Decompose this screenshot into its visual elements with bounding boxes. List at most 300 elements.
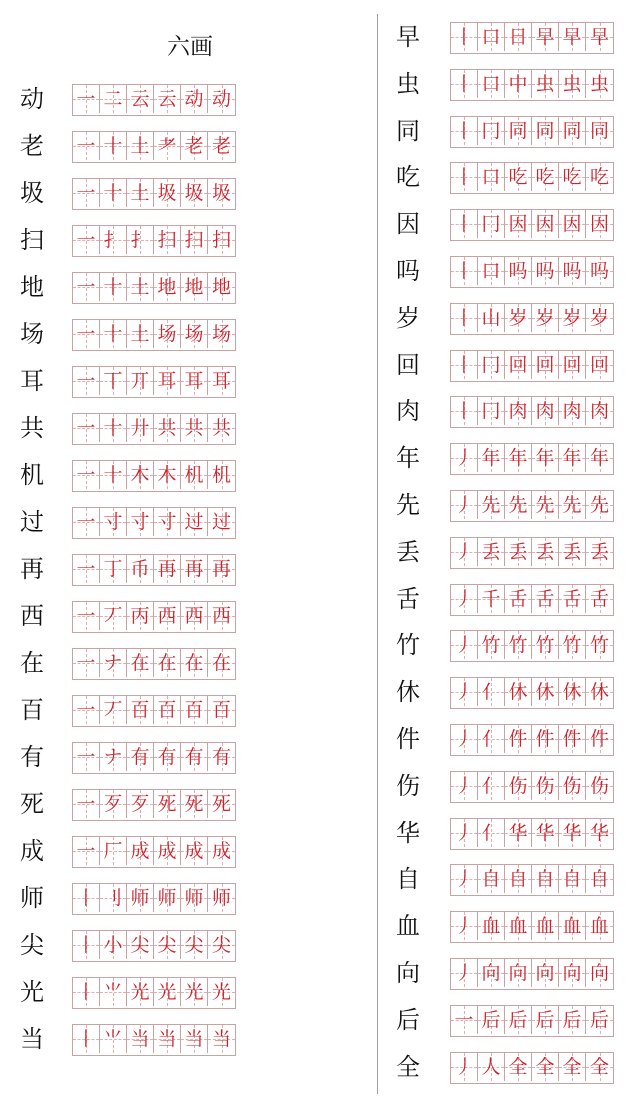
stroke-step-cell — [181, 978, 208, 1006]
stroke-step-cell — [451, 538, 478, 566]
stroke-order-grid — [450, 864, 614, 896]
stroke-order-grid — [72, 742, 236, 774]
stroke-step-cell — [559, 23, 586, 51]
stroke-step-glyph: 全 — [508, 1055, 528, 1078]
stroke-step-cell — [154, 367, 181, 395]
stroke-step-cell — [451, 351, 478, 379]
stroke-step-glyph: 死 — [211, 793, 231, 815]
stroke-step-glyph: 当 — [130, 1028, 150, 1050]
stroke-step-cell — [532, 397, 559, 425]
stroke-step-glyph: 十 — [103, 135, 123, 157]
stroke-step-cell — [127, 179, 154, 207]
stroke-step-glyph: 千 — [481, 587, 501, 610]
stroke-step-glyph: 虫 — [535, 72, 555, 95]
stroke-order-grid — [72, 225, 236, 257]
stroke-step-glyph: 过 — [211, 511, 231, 533]
stroke-step-glyph: 丨 — [454, 213, 474, 236]
stroke-step-glyph: 舌 — [562, 587, 582, 610]
stroke-step-glyph: 丨 — [454, 72, 474, 95]
stroke-step-cell — [154, 85, 181, 113]
stroke-step-cell — [100, 367, 127, 395]
stroke-step-cell — [532, 959, 559, 987]
character-row-动 — [12, 84, 240, 114]
character-label: 共 — [20, 414, 44, 442]
stroke-step-cell — [532, 163, 559, 191]
stroke-step-glyph: 件 — [562, 728, 582, 750]
stroke-step-cell — [208, 555, 235, 583]
character-row-吃 — [388, 162, 618, 192]
stroke-step-glyph: 后 — [589, 1008, 609, 1031]
character-row-圾 — [12, 178, 240, 208]
character-label: 死 — [20, 790, 44, 818]
stroke-step-glyph: 一 — [76, 323, 96, 345]
stroke-step-cell — [73, 508, 100, 536]
stroke-step-cell — [451, 1053, 478, 1081]
stroke-step-glyph: 全 — [562, 1055, 582, 1078]
stroke-step-glyph: 丢 — [589, 540, 609, 563]
character-row-虫 — [388, 69, 618, 99]
stroke-step-cell — [154, 602, 181, 630]
stroke-order-grid — [72, 930, 236, 962]
character-label: 肉 — [396, 397, 420, 426]
stroke-step-cell — [181, 555, 208, 583]
stroke-step-cell — [559, 444, 586, 472]
stroke-step-glyph: 丿 — [454, 634, 474, 657]
stroke-step-glyph: 口 — [481, 72, 501, 95]
stroke-step-glyph: 先 — [535, 494, 555, 516]
stroke-step-glyph: 成 — [184, 840, 204, 862]
stroke-step-cell — [208, 461, 235, 489]
stroke-step-glyph: 扌 — [130, 229, 150, 251]
stroke-step-cell — [586, 23, 613, 51]
stroke-step-glyph: 光 — [130, 981, 150, 1003]
stroke-step-glyph: 再 — [184, 558, 204, 580]
stroke-order-grid — [72, 554, 236, 586]
stroke-step-cell — [505, 585, 532, 613]
stroke-step-glyph: 肉 — [508, 400, 528, 423]
stroke-step-glyph: 老 — [184, 135, 204, 157]
character-row-机 — [12, 460, 240, 490]
stroke-step-glyph: 耳 — [157, 370, 177, 392]
stroke-step-cell — [73, 978, 100, 1006]
stroke-step-glyph: 一 — [76, 699, 96, 721]
stroke-step-cell — [127, 696, 154, 724]
stroke-step-cell — [181, 367, 208, 395]
stroke-step-glyph: 吃 — [508, 166, 528, 189]
stroke-step-cell — [505, 538, 532, 566]
stroke-step-cell — [100, 179, 127, 207]
stroke-step-cell — [559, 678, 586, 706]
stroke-step-glyph: 后 — [535, 1008, 555, 1031]
stroke-order-grid — [72, 1024, 236, 1056]
stroke-order-grid — [72, 836, 236, 868]
character-row-年 — [388, 443, 618, 473]
character-label: 竹 — [396, 631, 420, 660]
stroke-step-glyph: 丿 — [454, 962, 474, 984]
stroke-step-cell — [505, 819, 532, 847]
stroke-step-cell — [208, 1025, 235, 1053]
stroke-step-cell — [451, 444, 478, 472]
character-label: 圾 — [20, 179, 44, 207]
stroke-order-grid — [72, 507, 236, 539]
stroke-step-glyph: 舌 — [535, 587, 555, 610]
character-row-竹 — [388, 630, 618, 660]
stroke-step-cell — [100, 132, 127, 160]
stroke-step-glyph: 向 — [535, 962, 555, 984]
character-row-当 — [12, 1024, 240, 1054]
stroke-step-glyph: 寸 — [103, 511, 123, 533]
stroke-step-glyph: 自 — [562, 868, 582, 891]
stroke-step-cell — [181, 85, 208, 113]
stroke-step-cell — [154, 790, 181, 818]
stroke-step-cell — [73, 132, 100, 160]
stroke-step-cell — [505, 1006, 532, 1034]
stroke-step-cell — [559, 912, 586, 940]
stroke-step-glyph: 竹 — [508, 634, 528, 657]
stroke-order-grid — [72, 601, 236, 633]
stroke-step-glyph: 当 — [211, 1028, 231, 1050]
stroke-step-glyph: 丌 — [130, 370, 150, 392]
stroke-step-cell — [154, 649, 181, 677]
stroke-step-glyph: 一 — [76, 464, 96, 486]
stroke-step-cell — [451, 725, 478, 753]
stroke-order-grid — [450, 677, 614, 709]
stroke-step-cell — [451, 491, 478, 519]
stroke-order-grid — [72, 883, 236, 915]
stroke-step-cell — [505, 70, 532, 98]
stroke-step-cell — [73, 414, 100, 442]
stroke-step-cell — [505, 959, 532, 987]
stroke-step-cell — [208, 978, 235, 1006]
character-row-早 — [388, 22, 618, 52]
stroke-step-cell — [181, 414, 208, 442]
stroke-step-cell — [505, 163, 532, 191]
character-row-自 — [388, 864, 618, 894]
character-row-舌 — [388, 584, 618, 614]
character-label: 尖 — [20, 931, 44, 959]
stroke-step-glyph: 丿 — [454, 868, 474, 891]
stroke-step-cell — [100, 414, 127, 442]
stroke-step-cell — [208, 273, 235, 301]
stroke-step-cell — [532, 70, 559, 98]
stroke-step-glyph: 尖 — [211, 934, 231, 956]
stroke-step-glyph: 件 — [535, 728, 555, 750]
stroke-step-cell — [100, 743, 127, 771]
stroke-step-cell — [181, 1025, 208, 1053]
character-label: 吃 — [396, 163, 420, 192]
stroke-step-glyph: 肉 — [589, 400, 609, 423]
stroke-step-cell — [208, 367, 235, 395]
stroke-step-glyph: 冂 — [481, 353, 501, 376]
stroke-step-cell — [181, 226, 208, 254]
stroke-step-glyph: 丿 — [454, 821, 474, 844]
stroke-step-cell — [586, 351, 613, 379]
stroke-step-glyph: 回 — [562, 353, 582, 376]
stroke-step-glyph: 光 — [211, 981, 231, 1003]
stroke-step-cell — [586, 538, 613, 566]
stroke-step-glyph: 丿 — [454, 728, 474, 750]
stroke-step-cell — [451, 70, 478, 98]
stroke-step-glyph: 休 — [589, 681, 609, 704]
stroke-step-glyph: 师 — [211, 887, 231, 909]
stroke-step-cell — [127, 649, 154, 677]
stroke-step-glyph: 丢 — [508, 540, 528, 563]
stroke-step-cell — [100, 790, 127, 818]
stroke-step-cell — [559, 631, 586, 659]
stroke-order-grid — [450, 958, 614, 990]
stroke-step-glyph: 早 — [589, 26, 609, 48]
stroke-step-cell — [73, 837, 100, 865]
stroke-step-cell — [505, 117, 532, 145]
stroke-step-cell — [181, 132, 208, 160]
stroke-step-glyph: 百 — [211, 699, 231, 721]
stroke-step-glyph: 血 — [508, 915, 528, 938]
stroke-step-glyph: 华 — [589, 821, 609, 844]
stroke-step-cell — [559, 772, 586, 800]
stroke-step-cell — [478, 585, 505, 613]
stroke-step-glyph: 丿 — [454, 681, 474, 704]
character-row-后 — [388, 1005, 618, 1035]
stroke-step-cell — [559, 210, 586, 238]
character-label: 同 — [396, 116, 420, 145]
stroke-step-cell — [586, 257, 613, 285]
stroke-step-cell — [532, 631, 559, 659]
stroke-step-glyph: 华 — [535, 821, 555, 844]
stroke-step-glyph: 师 — [130, 887, 150, 909]
stroke-step-glyph: 再 — [157, 558, 177, 580]
stroke-step-glyph: 在 — [211, 652, 231, 674]
stroke-step-cell — [127, 1025, 154, 1053]
stroke-step-glyph: 扫 — [184, 229, 204, 251]
stroke-step-glyph: 场 — [211, 323, 231, 345]
character-label: 在 — [20, 649, 44, 677]
stroke-step-glyph: 后 — [562, 1008, 582, 1031]
stroke-step-cell — [586, 117, 613, 145]
stroke-step-glyph: 吗 — [535, 260, 555, 282]
character-row-血 — [388, 911, 618, 941]
stroke-step-cell — [559, 397, 586, 425]
stroke-step-glyph: 丆 — [103, 605, 123, 627]
stroke-step-cell — [100, 931, 127, 959]
stroke-step-glyph: 西 — [184, 605, 204, 627]
character-row-在 — [12, 648, 240, 678]
stroke-step-cell — [100, 555, 127, 583]
stroke-order-grid — [450, 350, 614, 382]
stroke-step-cell — [451, 397, 478, 425]
stroke-step-glyph: 华 — [508, 821, 528, 844]
stroke-step-glyph: 肉 — [535, 400, 555, 423]
stroke-step-cell — [154, 884, 181, 912]
character-row-尖 — [12, 930, 240, 960]
stroke-step-cell — [505, 725, 532, 753]
stroke-step-glyph: 丆 — [103, 699, 123, 721]
stroke-step-cell — [532, 772, 559, 800]
stroke-step-glyph: 耂 — [157, 135, 177, 157]
stroke-step-glyph: 后 — [481, 1008, 501, 1031]
stroke-step-cell — [532, 678, 559, 706]
stroke-step-glyph: 过 — [184, 511, 204, 533]
stroke-step-glyph: 回 — [508, 353, 528, 376]
stroke-step-cell — [154, 696, 181, 724]
stroke-step-glyph: 丨 — [454, 26, 474, 48]
stroke-step-cell — [451, 631, 478, 659]
stroke-step-cell — [532, 865, 559, 893]
stroke-step-glyph: 寸 — [157, 511, 177, 533]
stroke-step-glyph: 向 — [589, 962, 609, 984]
character-label: 休 — [396, 678, 420, 707]
stroke-step-glyph: 有 — [130, 746, 150, 768]
stroke-step-cell — [451, 210, 478, 238]
stroke-step-cell — [559, 959, 586, 987]
stroke-step-cell — [208, 743, 235, 771]
stroke-step-cell — [127, 931, 154, 959]
stroke-step-cell — [181, 649, 208, 677]
stroke-step-glyph: 岁 — [535, 306, 555, 329]
stroke-step-cell — [127, 461, 154, 489]
stroke-step-glyph: 一 — [76, 276, 96, 298]
character-label: 成 — [20, 837, 44, 865]
stroke-step-cell — [586, 70, 613, 98]
stroke-step-cell — [181, 931, 208, 959]
stroke-step-cell — [208, 696, 235, 724]
stroke-step-glyph: 圾 — [157, 182, 177, 204]
stroke-step-glyph: 扫 — [211, 229, 231, 251]
stroke-step-glyph: 自 — [589, 868, 609, 891]
stroke-step-cell — [154, 226, 181, 254]
stroke-step-glyph: 动 — [184, 88, 204, 110]
stroke-order-grid — [72, 178, 236, 210]
stroke-step-cell — [181, 837, 208, 865]
stroke-step-cell — [154, 132, 181, 160]
stroke-step-glyph: 休 — [508, 681, 528, 704]
stroke-order-grid — [72, 977, 236, 1009]
stroke-step-cell — [127, 273, 154, 301]
stroke-step-glyph: 丿 — [454, 494, 474, 516]
stroke-step-cell — [100, 508, 127, 536]
stroke-step-glyph: 丨 — [454, 400, 474, 423]
stroke-step-glyph: 再 — [211, 558, 231, 580]
stroke-step-cell — [181, 790, 208, 818]
character-label: 当 — [20, 1025, 44, 1053]
stroke-step-cell — [478, 772, 505, 800]
stroke-step-glyph: 吗 — [508, 260, 528, 282]
stroke-step-cell — [532, 538, 559, 566]
stroke-step-glyph: 自 — [535, 868, 555, 891]
stroke-step-cell — [532, 210, 559, 238]
stroke-step-cell — [208, 790, 235, 818]
character-row-老 — [12, 131, 240, 161]
stroke-step-glyph: 木 — [157, 464, 177, 486]
stroke-step-cell — [478, 1006, 505, 1034]
stroke-step-cell — [559, 1006, 586, 1034]
stroke-step-glyph: 回 — [589, 353, 609, 376]
stroke-step-cell — [181, 320, 208, 348]
character-label: 有 — [20, 743, 44, 771]
stroke-step-cell — [586, 491, 613, 519]
character-label: 华 — [396, 818, 420, 847]
stroke-step-cell — [451, 772, 478, 800]
stroke-order-grid — [450, 116, 614, 148]
stroke-step-glyph: 早 — [562, 26, 582, 48]
stroke-step-cell — [73, 555, 100, 583]
stroke-step-cell — [478, 23, 505, 51]
stroke-step-cell — [451, 585, 478, 613]
stroke-step-cell — [451, 678, 478, 706]
stroke-step-glyph: 一 — [76, 182, 96, 204]
stroke-step-glyph: 丿 — [454, 774, 474, 797]
stroke-step-glyph: 同 — [508, 119, 528, 142]
stroke-order-grid — [450, 303, 614, 335]
stroke-step-glyph: 廾 — [130, 417, 150, 439]
stroke-step-glyph: 先 — [562, 494, 582, 516]
stroke-step-glyph: 丨 — [454, 119, 474, 142]
stroke-step-glyph: 一 — [454, 1008, 474, 1031]
stroke-step-glyph: 一 — [76, 135, 96, 157]
stroke-order-grid — [72, 319, 236, 351]
stroke-step-glyph: 寸 — [130, 511, 150, 533]
stroke-step-glyph: 成 — [130, 840, 150, 862]
stroke-step-glyph: 丙 — [130, 605, 150, 627]
stroke-order-grid — [72, 460, 236, 492]
character-label: 虫 — [396, 69, 420, 98]
stroke-step-glyph: 扌 — [103, 229, 123, 251]
stroke-step-glyph: 丢 — [562, 540, 582, 563]
character-row-共 — [12, 413, 240, 443]
stroke-step-cell — [154, 1025, 181, 1053]
stroke-step-cell — [100, 602, 127, 630]
stroke-step-cell — [154, 461, 181, 489]
stroke-step-cell — [586, 1006, 613, 1034]
stroke-step-glyph: 因 — [562, 213, 582, 236]
stroke-step-cell — [127, 978, 154, 1006]
character-row-件 — [388, 724, 618, 754]
stroke-step-cell — [154, 978, 181, 1006]
stroke-step-glyph: 血 — [589, 915, 609, 938]
stroke-step-glyph: 十 — [103, 464, 123, 486]
character-label: 过 — [20, 508, 44, 536]
stroke-step-glyph: 件 — [508, 728, 528, 750]
stroke-step-glyph: 亻 — [481, 821, 501, 844]
stroke-step-cell — [586, 397, 613, 425]
character-row-地 — [12, 272, 240, 302]
stroke-step-cell — [127, 837, 154, 865]
stroke-step-glyph: 自 — [508, 868, 528, 891]
stroke-step-cell — [100, 226, 127, 254]
stroke-step-glyph: 后 — [508, 1008, 528, 1031]
character-row-再 — [12, 554, 240, 584]
stroke-step-glyph: 地 — [184, 276, 204, 298]
stroke-step-glyph: 年 — [562, 447, 582, 470]
stroke-step-cell — [586, 163, 613, 191]
stroke-step-cell — [73, 649, 100, 677]
stroke-step-glyph: 地 — [157, 276, 177, 298]
stroke-step-cell — [478, 959, 505, 987]
character-label: 老 — [20, 132, 44, 160]
stroke-step-glyph: 向 — [481, 962, 501, 984]
stroke-step-glyph: 丨 — [454, 306, 474, 329]
stroke-step-cell — [208, 837, 235, 865]
stroke-step-glyph: 舌 — [508, 587, 528, 610]
stroke-step-cell — [451, 304, 478, 332]
stroke-step-cell — [208, 320, 235, 348]
stroke-step-glyph: 丁 — [103, 558, 123, 580]
character-label: 场 — [20, 320, 44, 348]
stroke-step-glyph: 土 — [130, 182, 150, 204]
stroke-step-cell — [478, 1053, 505, 1081]
stroke-step-glyph: 丿 — [454, 540, 474, 563]
stroke-step-cell — [100, 461, 127, 489]
stroke-step-glyph: 伤 — [535, 774, 555, 797]
